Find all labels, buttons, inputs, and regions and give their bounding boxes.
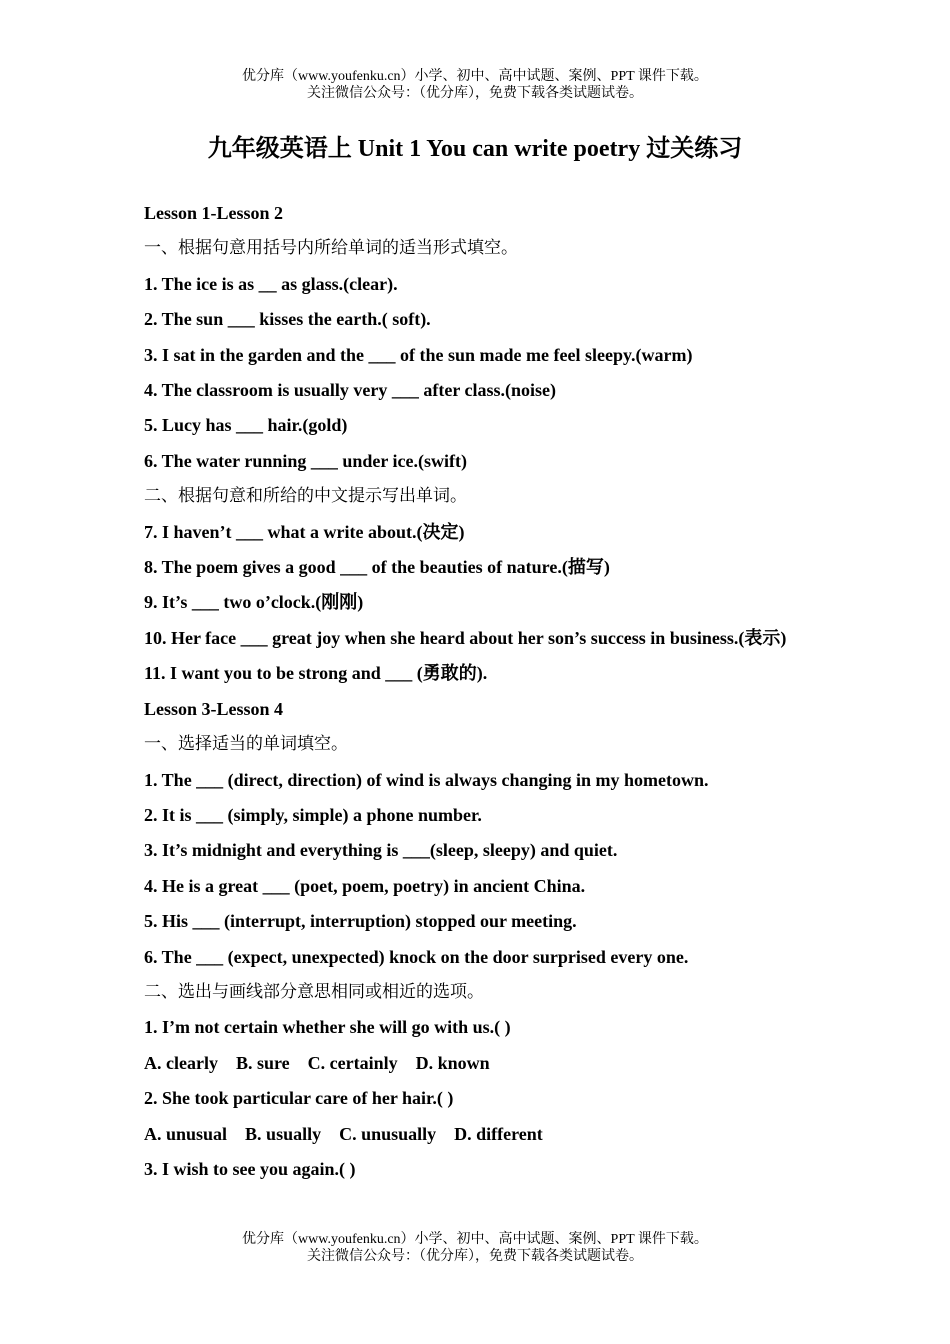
question: 3. I sat in the garden and the ___ of the sun made me feel sleepy.(warm)	[144, 344, 693, 365]
answer-options: A. clearly B. sure C. certainly D. known	[144, 1052, 490, 1073]
answer-options: A. unusual B. usually C. unusually D. different	[144, 1123, 543, 1144]
question: 1. The ice is as __ as glass.(clear).	[144, 273, 398, 294]
question: 2. She took particular care of her hair.( )	[144, 1088, 454, 1109]
question: 5. His ___ (interrupt, interruption) stopped our meeting.	[144, 911, 577, 932]
footer-line-1: 优分库（www.youfenku.cn）小学、初中、高中试题、案例、PPT 课件下载。	[242, 1232, 708, 1247]
question: 2. It is ___ (simply, simple) a phone number.	[144, 804, 482, 825]
document-title: 九年级英语上 Unit 1 You can write poetry 过关练习	[207, 136, 743, 162]
question: 2. The sun ___ kisses the earth.( soft).	[144, 309, 431, 330]
question: 1. The ___ (direct, direction) of wind is always changing in my hometown.	[144, 769, 709, 790]
section-heading: Lesson 3-Lesson 4	[144, 698, 284, 719]
instruction: 二、根据句意和所给的中文提示写出单词。	[144, 486, 467, 507]
question: 6. The ___ (expect, unexpected) knock on the door surprised every one.	[144, 946, 689, 967]
question: 8. The poem gives a good ___ of the beauties of nature.(描写)	[144, 557, 610, 578]
question: 10. Her face ___ great joy when she heard about her son’s success in business.(表示)	[144, 627, 787, 648]
section-heading: Lesson 1-Lesson 2	[144, 203, 284, 223]
header-line-1: 优分库（www.youfenku.cn）小学、初中、高中试题、案例、PPT 课件下载。	[242, 69, 708, 84]
document-body	[144, 196, 812, 1187]
header-line-2: 关注微信公众号：（优分库），免费下载各类试题试卷。	[307, 86, 643, 101]
question: 6. The water running ___ under ice.(swift)	[144, 450, 468, 471]
instruction: 二、选出与画线部分意思相同或相近的选项。	[144, 981, 484, 1002]
question: 4. He is a great ___ (poet, poem, poetry) in ancient China.	[144, 875, 586, 896]
question: 3. It’s midnight and everything is ___(sleep, sleepy) and quiet.	[144, 840, 618, 861]
question: 7. I haven’t ___ what a write about.(决定)	[144, 521, 465, 542]
question: 3. I wish to see you again.( )	[144, 1158, 356, 1179]
question: 1. I’m not certain whether she will go with us.( )	[144, 1017, 511, 1038]
footer-line-2: 关注微信公众号：（优分库），免费下载各类试题试卷。	[307, 1249, 643, 1264]
question: 4. The classroom is usually very ___ after class.(noise)	[144, 380, 556, 401]
question: 9. It’s ___ two o’clock.(刚刚)	[144, 592, 364, 613]
question: 5. Lucy has ___ hair.(gold)	[144, 415, 348, 436]
page-footer	[0, 1231, 950, 1265]
instruction: 一、根据句意用括号内所给单词的适当形式填空。	[144, 238, 518, 259]
page-header	[0, 68, 950, 102]
instruction: 一、选择适当的单词填空。	[144, 734, 348, 755]
question: 11. I want you to be strong and ___ (勇敢的).	[144, 663, 488, 684]
